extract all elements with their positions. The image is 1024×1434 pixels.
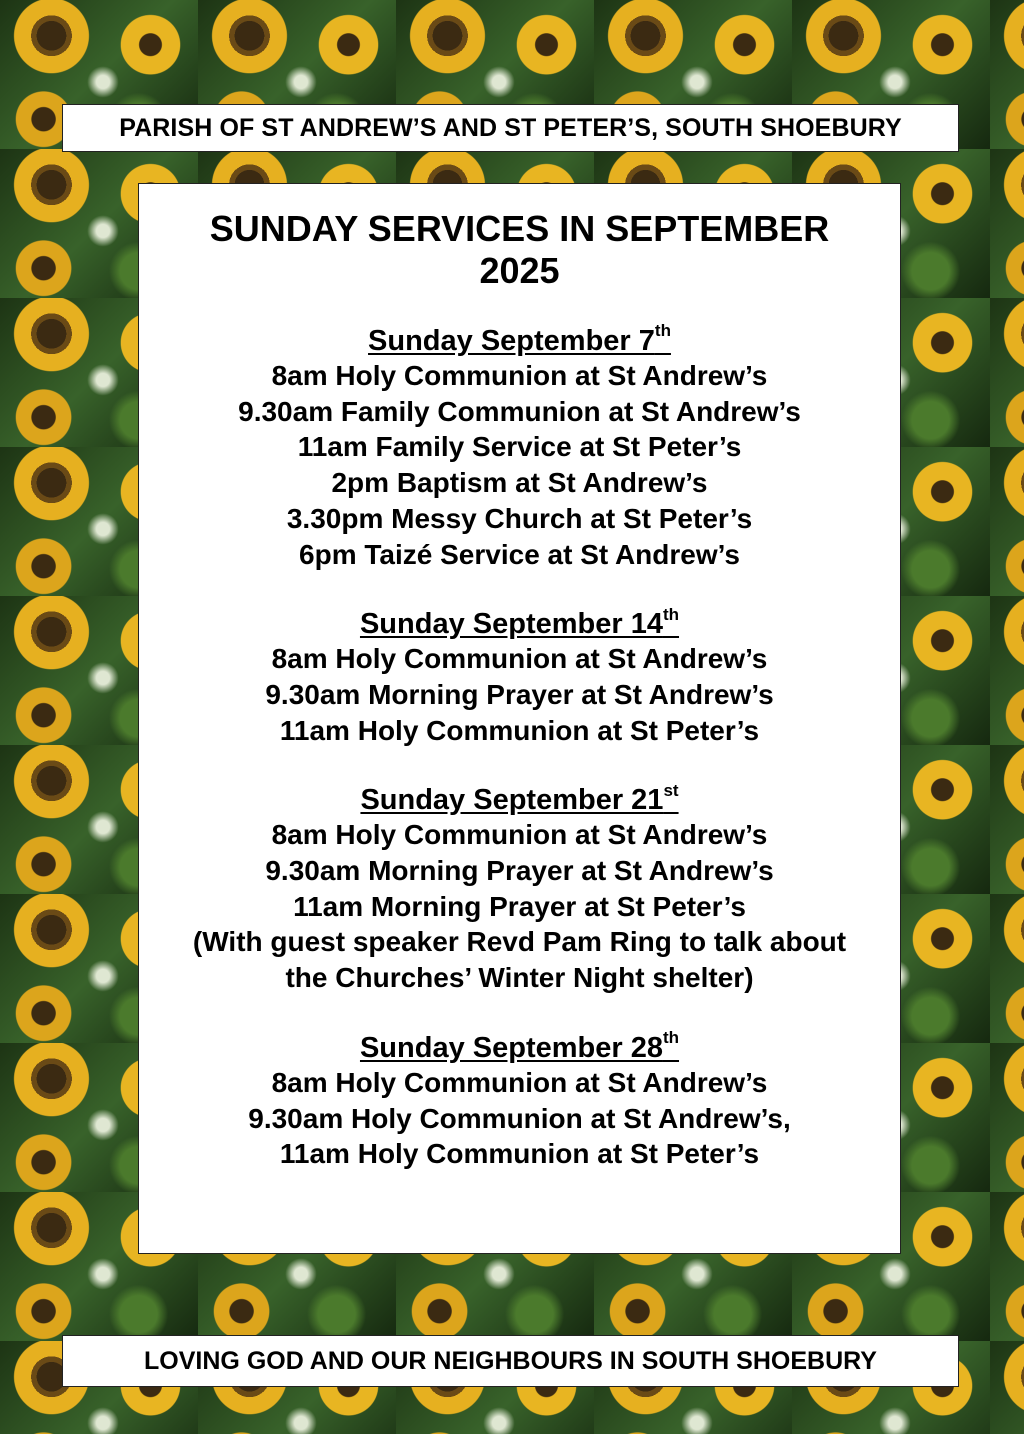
sunday-heading: Sunday September 28th	[359, 1028, 680, 1064]
sunday-heading: Sunday September 21st	[360, 780, 679, 817]
service-line: 6pm Taizé Service at St Andrew’s	[299, 538, 740, 570]
service-note: (With guest speaker Revd Pam Ring to talk about	[192, 926, 847, 958]
service-line: 2pm Baptism at St Andrew’s	[331, 467, 708, 499]
service-line: 11am Holy Communion at St Peter’s	[279, 714, 760, 746]
sunday-heading: Sunday September 7th	[368, 321, 671, 357]
parish-banner	[62, 104, 959, 152]
sunday-block	[139, 321, 900, 572]
service-line: 8am Holy Communion at St Andrew’s	[271, 360, 768, 391]
title-line-1: SUNDAY SERVICES IN SEPTEMBER	[209, 208, 830, 249]
page-title	[139, 208, 900, 292]
service-line: 9.30am Morning Prayer at St Andrew’s	[265, 855, 774, 887]
service-line: 9.30am Family Communion at St Andrew’s	[238, 395, 801, 427]
sunday-heading: Sunday September 14th	[359, 604, 680, 641]
service-line: 8am Holy Communion at St Andrew’s	[271, 819, 768, 851]
service-line: 11am Family Service at St Peter’s	[297, 431, 742, 463]
service-line: 8am Holy Communion at St Andrew’s	[271, 643, 768, 675]
motto-banner	[62, 1335, 959, 1387]
motto-text: LOVING GOD AND OUR NEIGHBOURS IN SOUTH SHOEBURY	[144, 1346, 877, 1375]
parish-name: PARISH OF ST ANDREW’S AND ST PETER’S, SOUTH SHOEBURY	[119, 113, 902, 142]
service-line: 9.30am Holy Communion at St Andrew’s,	[248, 1102, 791, 1134]
service-line: 3.30pm Messy Church at St Peter’s	[286, 502, 753, 534]
service-note: the Churches’ Winter Night shelter)	[285, 962, 754, 994]
services-card	[138, 183, 901, 1254]
title-line-2: 2025	[479, 250, 560, 291]
sunday-block	[139, 604, 900, 748]
service-line: 11am Holy Communion at St Peter’s	[279, 1138, 760, 1170]
sunday-block	[139, 780, 900, 996]
sunday-block	[139, 1028, 900, 1172]
service-line: 8am Holy Communion at St Andrew’s	[271, 1066, 768, 1098]
service-line: 11am Morning Prayer at St Peter’s	[293, 890, 746, 922]
service-line: 9.30am Morning Prayer at St Andrew’s	[265, 678, 774, 710]
